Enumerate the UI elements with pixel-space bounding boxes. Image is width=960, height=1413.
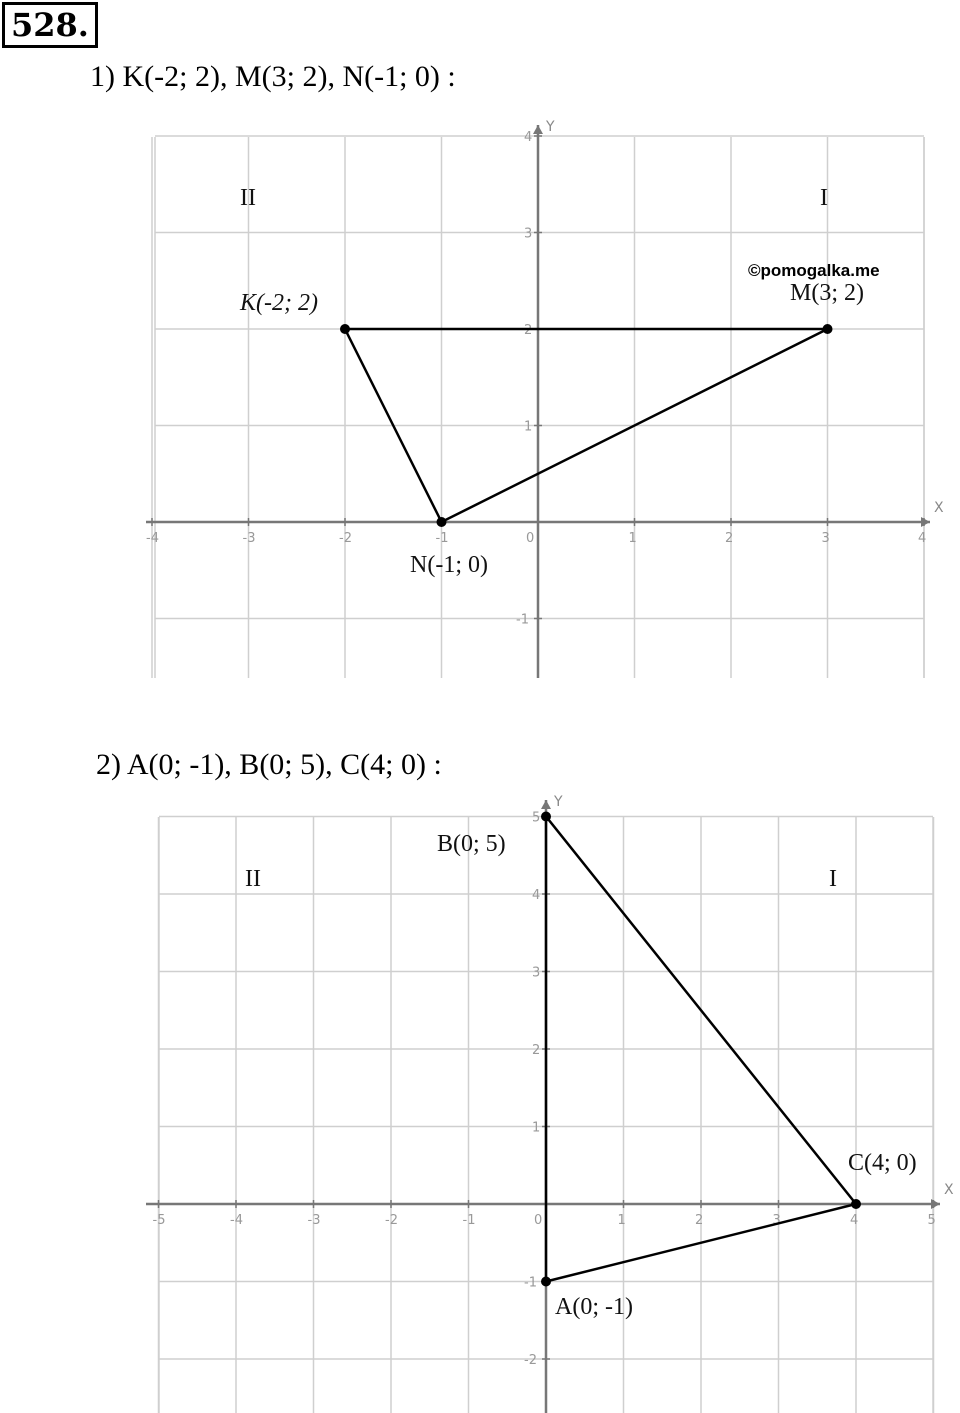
chart2-y-tick-label: -1 (524, 1275, 537, 1291)
chart2-y-tick-label: 4 (532, 888, 541, 903)
chart1-x-tick-label: 0 (526, 531, 535, 546)
chart2-y-axis-label: Y (554, 794, 563, 810)
chart1-y-axis-label: Y (546, 119, 555, 135)
chart2-x-tick-label: 3 (772, 1213, 781, 1228)
chart2-x-axis-label: X (944, 1182, 954, 1198)
chart2-x-tick-label: 1 (617, 1213, 626, 1228)
chart1-point-label-M: M(3; 2) (790, 280, 864, 306)
chart1-x-tick-label: -4 (146, 531, 159, 546)
chart1-triangle (345, 329, 828, 522)
chart1-y-tick-label: 2 (524, 323, 533, 338)
chart2-x-tick-label: -1 (462, 1213, 476, 1228)
chart1-x-tick-label: 2 (725, 531, 734, 546)
chart1-y-tick-label: 1 (524, 419, 533, 435)
chart1-x-arrow (921, 517, 930, 527)
chart1-x-tick-label: -1 (435, 531, 449, 546)
chart1-x-tick-label: 1 (628, 531, 637, 546)
chart1-quadrant-label: I (820, 185, 828, 211)
chart2-triangle (546, 817, 859, 1282)
chart2-x-tick-label: 5 (927, 1213, 936, 1228)
chart1-y-tick-label: -1 (516, 612, 529, 628)
chart2-point-C (851, 1199, 861, 1209)
chart2-x-tick-label: -4 (230, 1213, 243, 1228)
chart1-x-axis-label: X (934, 500, 944, 516)
chart1-x-tick-label: -3 (242, 531, 256, 546)
chart2-quadrant-label: I (829, 866, 837, 892)
chart2-point-B (541, 812, 551, 822)
chart1-y-arrow (533, 125, 543, 134)
chart2-y-tick-label: 5 (532, 810, 541, 826)
chart2-y-tick-label: -2 (524, 1353, 537, 1368)
chart2-point-label-A: A(0; -1) (555, 1294, 633, 1320)
chart2-x-tick-label: -2 (385, 1213, 398, 1228)
chart2-x-tick-label: 4 (850, 1213, 859, 1228)
chart2-x-tick-label: 2 (695, 1213, 704, 1228)
chart2-quadrant-label: II (245, 866, 261, 892)
chart2-x-tick-label: -3 (307, 1213, 321, 1228)
task-2-statement: 2) A(0; -1), B(0; 5), C(4; 0) : (96, 748, 442, 781)
chart2-x-tick-label: 0 (534, 1213, 543, 1228)
chart1-point-M (823, 324, 833, 334)
problem-number: 528. (2, 2, 98, 48)
watermark: ©pomogalka.me (748, 261, 880, 280)
chart2-y-tick-label: 3 (532, 965, 541, 981)
chart2-point-A (541, 1277, 551, 1287)
chart1-quadrant-label: II (240, 185, 256, 211)
chart2-y-tick-label: 1 (532, 1120, 541, 1136)
chart1-point-label-N: N(-1; 0) (410, 552, 488, 578)
chart1-y-tick-label: 4 (524, 130, 533, 145)
chart1-x-tick-label: 3 (821, 531, 830, 546)
chart2-y-arrow (541, 800, 551, 809)
chart2-x-arrow (931, 1199, 940, 1209)
chart2-point-label-B: B(0; 5) (437, 831, 506, 857)
task-1-statement: 1) K(-2; 2), M(3; 2), N(-1; 0) : (90, 60, 456, 93)
chart1-y-tick-label: 3 (524, 226, 533, 242)
chart1-x-tick-label: -2 (339, 531, 352, 546)
chart2-point-label-C: C(4; 0) (848, 1150, 917, 1176)
chart2-y-tick-label: 2 (532, 1043, 541, 1058)
chart1-x-tick-label: 4 (918, 531, 927, 546)
chart1-point-K (340, 324, 350, 334)
chart2-x-tick-label: -5 (152, 1213, 166, 1228)
chart1-point-N (437, 517, 447, 527)
chart1-point-label-K: K(-2; 2) (240, 290, 318, 316)
